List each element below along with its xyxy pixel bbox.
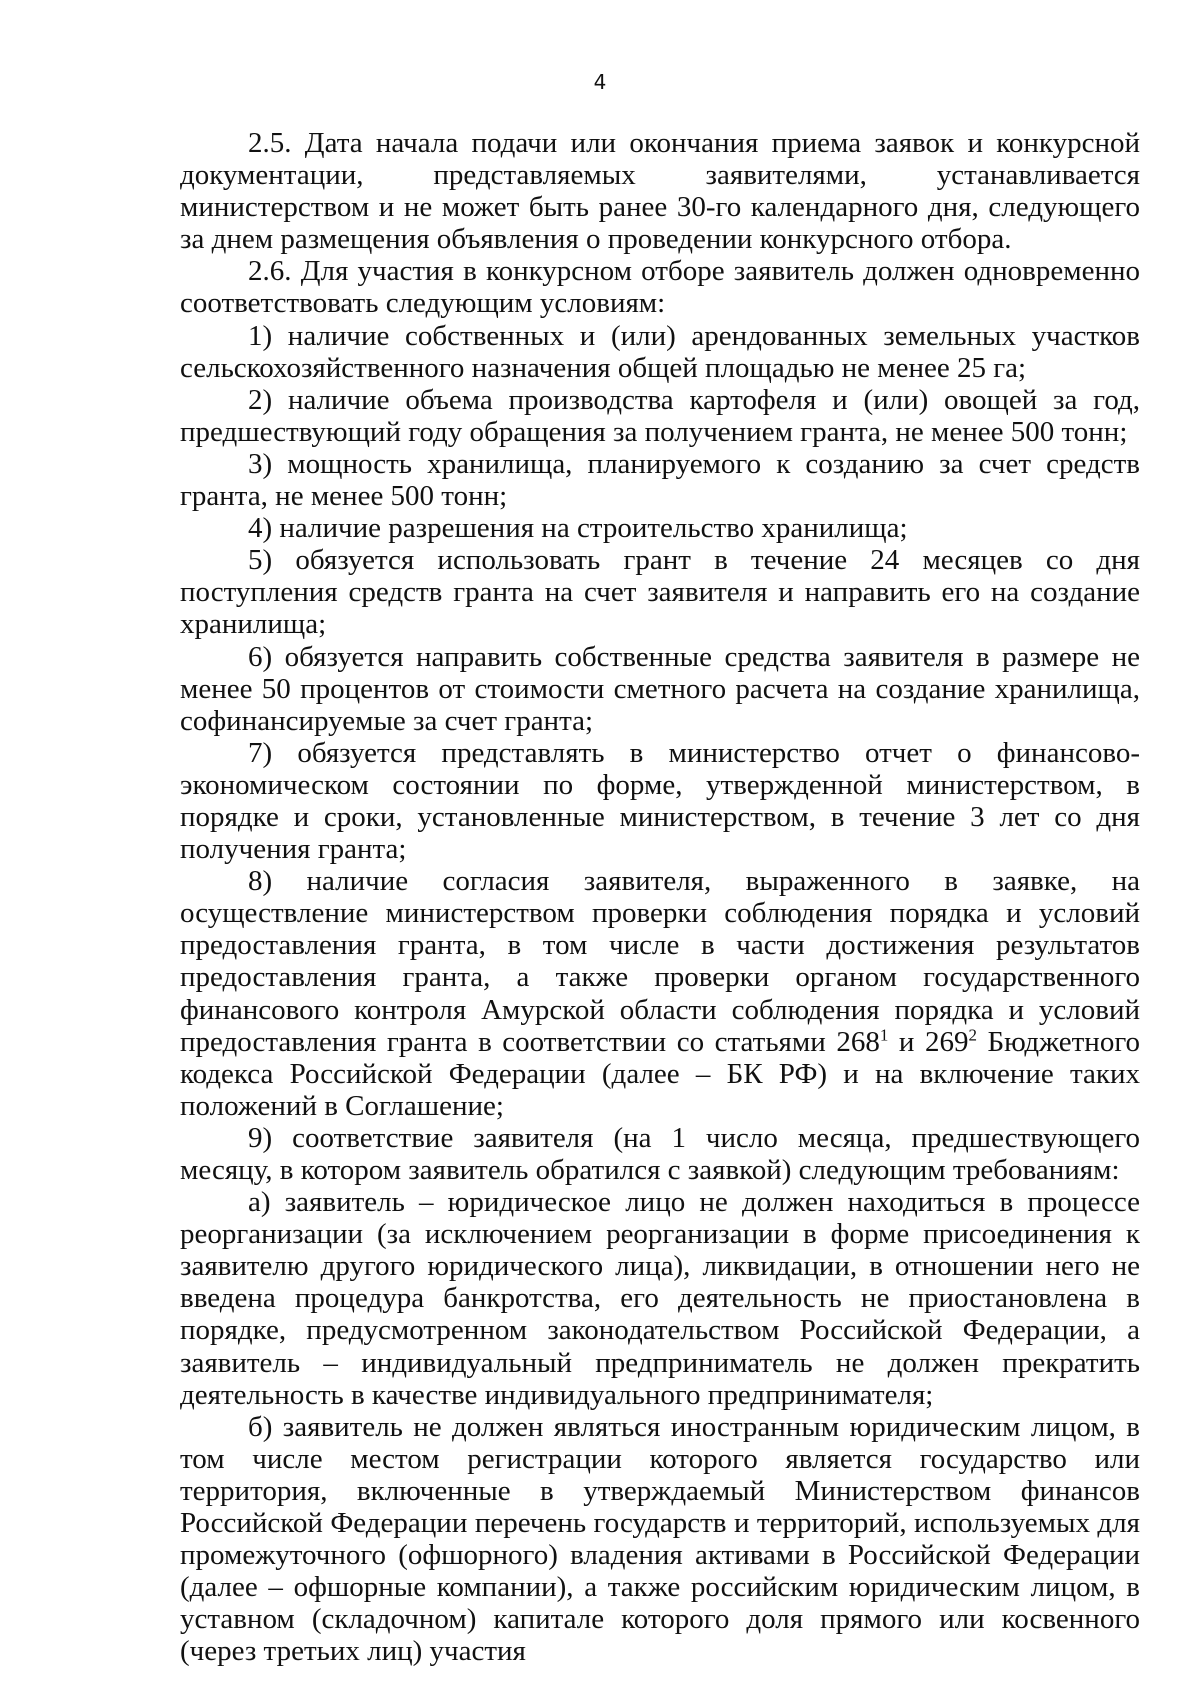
paragraph-2-5: 2.5. Дата начала подачи или окончания приема заявок и конкурсной документации, представляемых заявителями, устанавливается министерством и не может быть ранее 30-го календарного дня, следующего за днем размещения объявления о проведении конкурсного отбора.: [180, 127, 1140, 256]
paragraph-2-6: 2.6. Для участия в конкурсном отборе заявитель должен одновременно соответствовать следующим условиям:: [180, 255, 1140, 320]
condition-8-text-after: Бюджетного кодекса Российской Федерации (далее – БК РФ) и на включение таких положений в Соглашение;: [180, 1025, 1140, 1122]
condition-5: 5) обязуется использовать грант в течение 24 месяцев со дня поступления средств гранта на счет заявителя и направить его на создание хранилища;: [180, 544, 1140, 641]
condition-1: 1) наличие собственных и (или) арендованных земельных участков сельскохозяйственного назначения общей площадью не менее 25 га;: [180, 319, 1140, 384]
condition-6: 6) обязуется направить собственные средства заявителя в размере не менее 50 процентов от стоимости сметного расчета на создание хранилища, софинансируемые за счет гранта;: [180, 640, 1140, 737]
condition-3: 3) мощность хранилища, планируемого к созданию за счет средств гранта, не менее 500 тонн;: [180, 447, 1140, 513]
condition-9-b: б) заявитель не должен являться иностранным юридическим лицом, в том числе местом регистрации которого является государство или территория, включенные в утверждаемый Министерством финансов Российской Федерации перечень государств и территорий, используемых для промежуточного (офшорного) владения активами в Российской Федерации (далее – офшорные компании), а также российским юридическим лицом, в уставном (складочном) капитале которого доля прямого или косвенного (через третьих лиц) участия: [180, 1410, 1140, 1668]
condition-4: 4) наличие разрешения на строительство хранилища;: [248, 512, 908, 545]
condition-9-a: а) заявитель – юридическое лицо не должен находиться в процессе реорганизации (за исключением реорганизации в форме присоединения к заявителю другого юридического лица), ликвидации, в отношении него не введена процедура банкротства, его деятельность не приостановлена в порядке, предусмотренном законодательством Российской Федерации, а заявитель – индивидуальный предприниматель не должен прекратить деятельность в качестве индивидуального предпринимателя;: [180, 1186, 1140, 1411]
document-body: [180, 127, 1140, 1668]
condition-9: 9) соответствие заявителя (на 1 число месяца, предшествующего месяцу, в котором заявитель обратился с заявкой) следующим требованиям:: [180, 1121, 1140, 1186]
condition-8-text-before: 8) наличие согласия заявителя, выраженного в заявке, на осуществление министерством проверки соблюдения порядка и условий предоставления гранта, в том числе в части достижения результатов предоставления гранта, а также проверки органом государственного финансового контроля Амурской области соблюдения порядка и условий предоставления гранта в соответствии со статьями 268: [180, 865, 1140, 1058]
condition-8-text-middle: и 269: [888, 1025, 969, 1058]
condition-8: [180, 865, 1140, 1122]
page-number: 4: [593, 70, 607, 94]
superscript-2: 2: [968, 1024, 977, 1044]
condition-7: 7) обязуется представлять в министерство отчет о финансово-экономическом состоянии по форме, утвержденной министерством, в порядке и сроки, установленные министерством, в течение 3 лет со дня получения гранта;: [180, 736, 1140, 866]
condition-2: 2) наличие объема производства картофеля и (или) овощей за год, предшествующий году обращения за получением гранта, не менее 500 тонн;: [180, 383, 1140, 448]
superscript-1: 1: [879, 1024, 889, 1044]
